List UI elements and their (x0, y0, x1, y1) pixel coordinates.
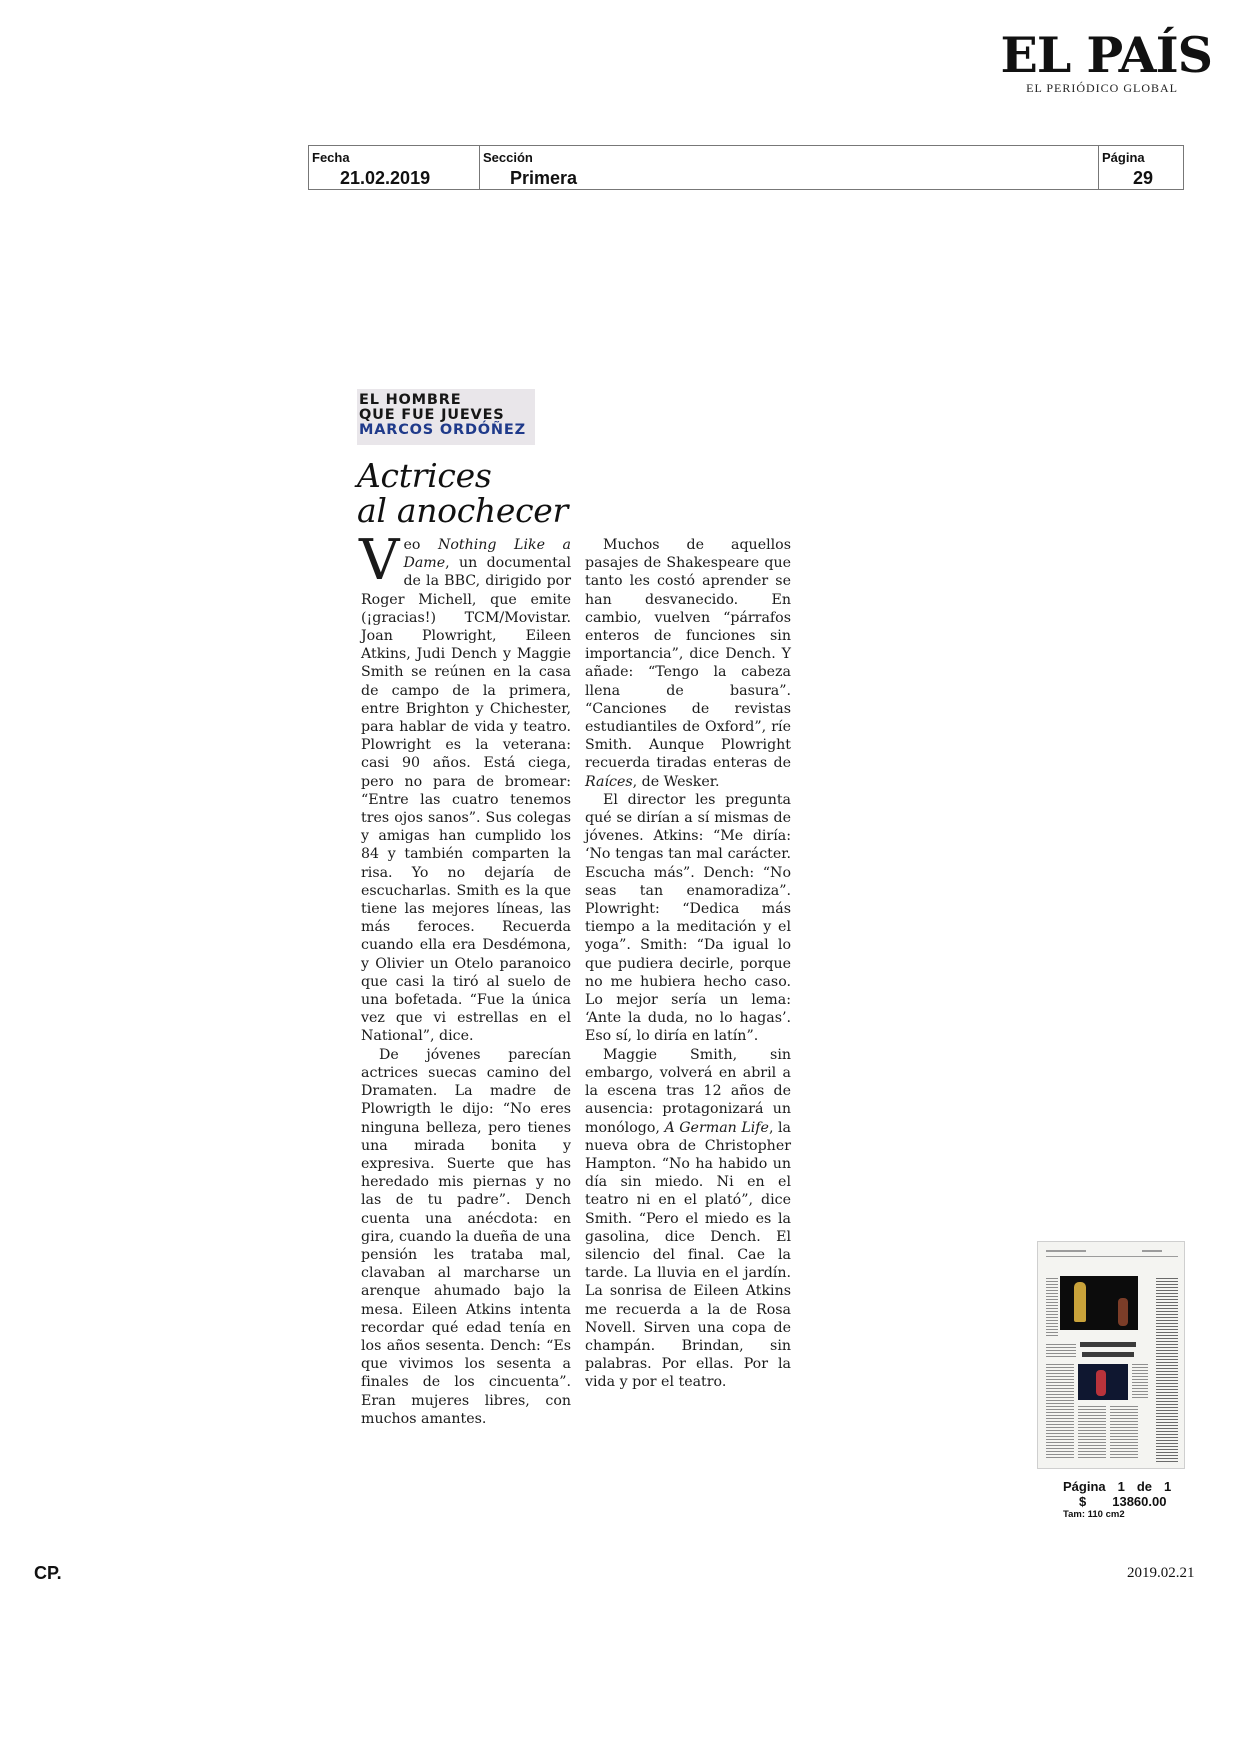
price-row (1079, 1494, 1193, 1509)
thumb-header-rule (1046, 1250, 1086, 1252)
paragraph-5-text-b: , la nueva obra de Christopher Hampton. “No ha habido un día sin miedo. Ni en el teatro ni en el plató”, dice Smith. “Pero el miedo es la gasolina, dice Dench. El silencio del final. Cae la tarde. La lluvia en el jardín. La sonrisa de Eileen Atkins me recuerda a la de Rosa Novell. Sirven una copa de champán. Brindan, sin palabras. Por ellas. Por la vida y por el teatro. (585, 1119, 792, 1391)
thumb-text-block (1046, 1278, 1058, 1338)
thumb-header-rule-right (1142, 1250, 1162, 1252)
paragraph-2: De jóvenes parecían actrices suecas camino del Dramaten. La madre de Plowrigth le dijo: “No eres ninguna belleza, pero tienes una mirada bonita y expresiva. Suerte que has heredado mis piernas y no las de tu padre”. Dench cuenta una anécdota: en gira, cuando la dueña de una pensión les trataba mal, clavaban al marcharse un arenque ahumado bajo la mesa. Eileen Atkins intenta recordar qué edad tenía en los años sesenta. Dench: “Es que vivimos los sesenta a finales de los cincuenta”. Eran mujeres libres, con muchos amantes. (361, 1046, 571, 1427)
thumb-side-column (1156, 1278, 1178, 1462)
page-count-current: 1 (1117, 1479, 1125, 1494)
paragraph-1-text-b: , un documental de la BBC, dirigido por Roger Michell, que emite (¡gracias!) TCM/Movistar. Joan Plowright, Eileen Atkins, Judi Dench y Maggie Smith se reúnen en la casa de campo de la primera, entre Brighton y Chichester, para hablar de vida y teatro. Plowright es la veterana: casi 90 años. Está ciega, pero no para de bromear: “Entre las cuatro tenemos tres ojos sanos”. Sus colegas y amigas han cumplido los 84 y también comparten la risa. Yo no dejaría de escucharlas. Smith es la que tiene las mejores líneas, las más feroces. Recuerda cuando ella era Desdémona, y Olivier un Otelo paranoico que casi la tiró al suelo de una bofetada. “Fue la única vez que vi estrellas en el National”, dice. (361, 555, 571, 1045)
seccion-cell (480, 146, 1099, 189)
footer-code: CP. (34, 1563, 62, 1583)
thumb-caption-block (1046, 1344, 1076, 1358)
pagina-label: Página (1102, 150, 1145, 165)
paragraph-4: El director les pregunta qué se dirían a sí mismas de jóvenes. Atkins: “Me diría: ‘No tengas tan mal carácter. Escucha más”. Dench: “No seas tan enamoradiza”. Plowright: “Dedica más tiempo a la meditación y el yoga”. Smith: “Da igual lo que pudiera decirle, porque no me hubiera hecho caso. Lo mejor sería un lema: ‘Ante la duda, no lo hagas’. Eso sí, lo diría en latín”. (585, 791, 791, 1045)
play-title-german-life: A German Life (664, 1119, 769, 1136)
fecha-cell (309, 146, 480, 189)
column-author: MARCOS ORDÓÑEZ (359, 422, 526, 438)
play-title-raices: Raíces (585, 773, 633, 790)
thumb-text-col1 (1046, 1364, 1074, 1460)
headline-line1: Actrices (357, 456, 492, 495)
size-info: Tam: 110 cm2 (1063, 1509, 1125, 1520)
page-count-label: Página (1063, 1479, 1106, 1494)
thumb-figure-2 (1118, 1298, 1128, 1326)
newspaper-logo: EL PAÍS (1000, 26, 1212, 84)
seccion-label: Sección (483, 150, 533, 165)
fecha-label: Fecha (312, 150, 350, 165)
article-headline (357, 458, 677, 528)
paragraph-1-text-a: eo (403, 537, 438, 553)
thumb-photo-stage (1060, 1276, 1138, 1330)
footer-date: 2019.02.21 (1127, 1565, 1195, 1581)
paragraph-5 (585, 1046, 791, 1392)
masthead (992, 26, 1212, 96)
thumb-figure-3 (1096, 1370, 1106, 1396)
thumb-headline-2 (1082, 1352, 1134, 1357)
currency-symbol: $ (1079, 1494, 1087, 1509)
pagina-value: 29 (1133, 168, 1154, 188)
drop-cap: V (359, 528, 400, 593)
thumb-text-col2 (1078, 1406, 1106, 1460)
page-count-total: 1 (1164, 1479, 1172, 1494)
article-column-left (359, 528, 571, 1428)
thumb-text-col3 (1110, 1406, 1138, 1460)
paragraph-1 (359, 528, 571, 1046)
film-title: Nothing Like a Dame (403, 537, 571, 572)
thumb-top-rule (1046, 1256, 1178, 1257)
paragraph-3-text-a: Muchos de aquellos pasajes de Shakespeare que tanto les costó aprender se han desvanecido. En cambio, vuelven “párrafos enteros de funciones sin importancia”, dice Dench. Y añade: “Tengo la cabeza llena de basura”. “Canciones de revistas estudiantiles de Oxford”, ríe Smith. Aunque Plowright recuerda tiradas enteras de (585, 537, 791, 772)
page-thumbnail (1037, 1241, 1185, 1469)
column-name-line1: EL HOMBRE (359, 392, 462, 408)
paragraph-3-text-b: , de Wesker. (632, 773, 720, 790)
clipping-info-bar (308, 145, 1184, 190)
article-column-right (585, 536, 791, 1392)
pagina-cell (1099, 146, 1183, 189)
thumb-photo-2 (1078, 1364, 1128, 1400)
paragraph-3 (585, 536, 791, 791)
newspaper-tagline: EL PERIÓDICO GLOBAL (1026, 81, 1178, 95)
price-amount: 13860.00 (1112, 1494, 1167, 1509)
thumb-headline (1080, 1342, 1136, 1347)
paragraph-5-text-a: Maggie Smith, sin embargo, volverá en abril a la escena tras 12 años de ausencia: protagonizará un monólogo, (585, 1046, 791, 1136)
page-count-row (1063, 1479, 1193, 1494)
fecha-value: 21.02.2019 (340, 168, 431, 188)
thumb-text-col4 (1132, 1364, 1148, 1400)
page-info (1063, 1479, 1193, 1520)
thumb-figure (1074, 1282, 1086, 1322)
headline-line2: al anochecer (357, 491, 568, 530)
column-name-line2: QUE FUE JUEVES (359, 407, 505, 423)
page-count-of: de (1136, 1479, 1153, 1494)
column-tag (357, 389, 535, 445)
seccion-value: Primera (510, 168, 578, 188)
